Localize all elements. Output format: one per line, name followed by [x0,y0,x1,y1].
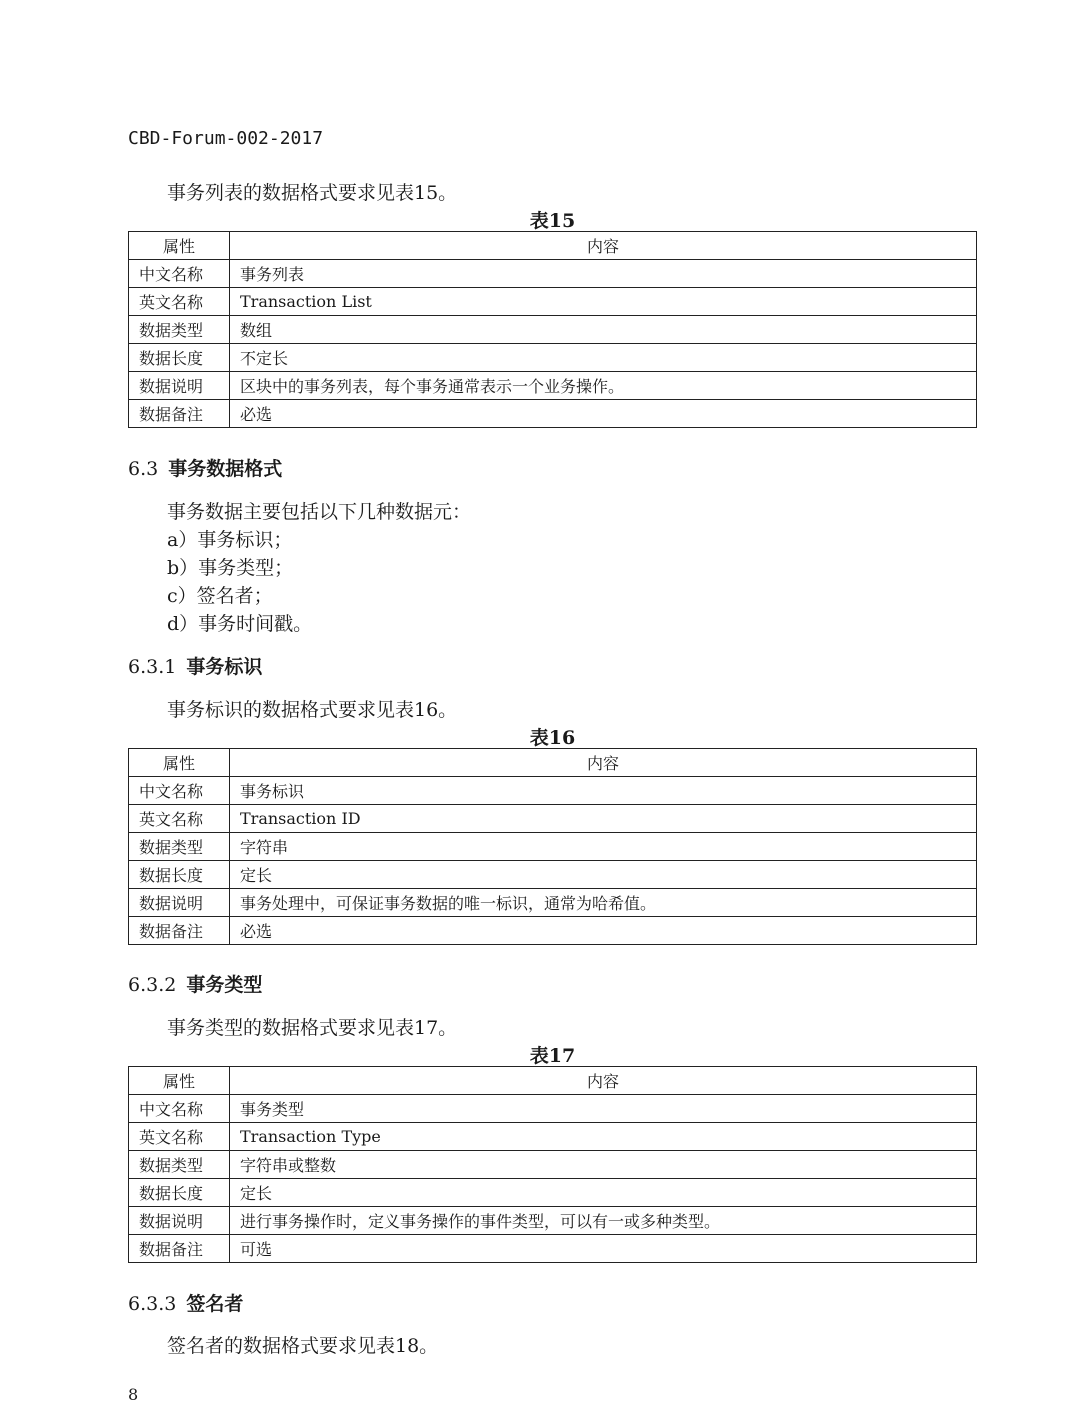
row-value: 事务列表 [230,260,977,288]
table16 [128,748,977,945]
table15 [128,231,977,428]
list-item: c）签名者； [167,585,273,607]
row-key: 数据类型 [129,833,230,861]
table-row [129,805,977,833]
row-value: 必选 [230,400,977,428]
document-id: CBD-Forum-002-2017 [128,128,324,149]
table-header-row [129,749,977,777]
list-item: b）事务类型； [167,557,294,579]
section-number: 6.3.1 [128,656,177,678]
table-header-row [129,1067,977,1095]
table-row [129,833,977,861]
row-key: 数据类型 [129,316,230,344]
row-value: 可选 [230,1235,977,1263]
table18-intro: 签名者的数据格式要求见表18。 [167,1335,439,1357]
table-row [129,1123,977,1151]
header-cell-attribute: 属性 [129,1067,230,1095]
table-row [129,288,977,316]
row-value: 事务处理中，可保证事务数据的唯一标识，通常为哈希值。 [230,889,977,917]
row-key: 中文名称 [129,777,230,805]
header-cell-content: 内容 [230,232,977,260]
section-number: 6.3 [128,458,159,480]
table-row [129,861,977,889]
table16-caption: 表16 [529,727,576,749]
row-value: Transaction List [230,288,977,316]
table16-intro: 事务标识的数据格式要求见表16。 [167,699,458,721]
table-row [129,1207,977,1235]
section-title: 事务数据格式 [168,458,283,480]
section-6-3-heading [128,454,282,481]
row-value: 数组 [230,316,977,344]
list-item: a）事务标识； [167,529,293,551]
table-row [129,917,977,945]
row-value: 进行事务操作时，定义事务操作的事件类型，可以有一或多种类型。 [230,1207,977,1235]
row-value: Transaction Type [230,1123,977,1151]
section-6-3-2-heading [128,970,262,997]
row-key: 数据备注 [129,400,230,428]
table-row [129,260,977,288]
list-item: d）事务时间戳。 [167,613,313,635]
row-key: 中文名称 [129,260,230,288]
table17 [128,1066,977,1263]
row-key: 英文名称 [129,1123,230,1151]
table15-intro: 事务列表的数据格式要求见表15。 [167,182,458,204]
section-title: 事务类型 [186,974,263,996]
header-cell-attribute: 属性 [129,749,230,777]
row-key: 中文名称 [129,1095,230,1123]
header-cell-attribute: 属性 [129,232,230,260]
table-row [129,400,977,428]
row-value: 定长 [230,861,977,889]
row-key: 数据备注 [129,917,230,945]
header-cell-content: 内容 [230,749,977,777]
table-header-row [129,232,977,260]
table-row [129,1179,977,1207]
section-6-3-intro: 事务数据主要包括以下几种数据元： [167,501,472,523]
table-row [129,889,977,917]
row-value: 区块中的事务列表，每个事务通常表示一个业务操作。 [230,372,977,400]
table15-caption: 表15 [529,210,576,232]
row-key: 数据长度 [129,1179,230,1207]
row-key: 数据说明 [129,889,230,917]
row-value: 必选 [230,917,977,945]
row-value: 字符串或整数 [230,1151,977,1179]
page-number: 8 [128,1385,139,1404]
table17-caption: 表17 [529,1045,576,1067]
header-cell-content: 内容 [230,1067,977,1095]
row-key: 数据长度 [129,861,230,889]
table-row [129,372,977,400]
table-row [129,344,977,372]
row-key: 数据长度 [129,344,230,372]
section-6-3-1-heading [128,652,262,679]
row-value: 事务类型 [230,1095,977,1123]
section-number: 6.3.3 [128,1293,177,1315]
row-key: 英文名称 [129,288,230,316]
row-key: 数据说明 [129,1207,230,1235]
row-key: 数据类型 [129,1151,230,1179]
table-row [129,1151,977,1179]
row-value: 事务标识 [230,777,977,805]
table-row [129,316,977,344]
row-value: 定长 [230,1179,977,1207]
table-row [129,777,977,805]
section-title: 事务标识 [186,656,263,678]
row-key: 数据说明 [129,372,230,400]
row-key: 英文名称 [129,805,230,833]
row-key: 数据备注 [129,1235,230,1263]
section-number: 6.3.2 [128,974,177,996]
row-value: 不定长 [230,344,977,372]
row-value: Transaction ID [230,805,977,833]
table-row [129,1235,977,1263]
row-value: 字符串 [230,833,977,861]
table-row [129,1095,977,1123]
table17-intro: 事务类型的数据格式要求见表17。 [167,1017,458,1039]
section-title: 签名者 [186,1293,244,1315]
section-6-3-3-heading [128,1289,243,1316]
